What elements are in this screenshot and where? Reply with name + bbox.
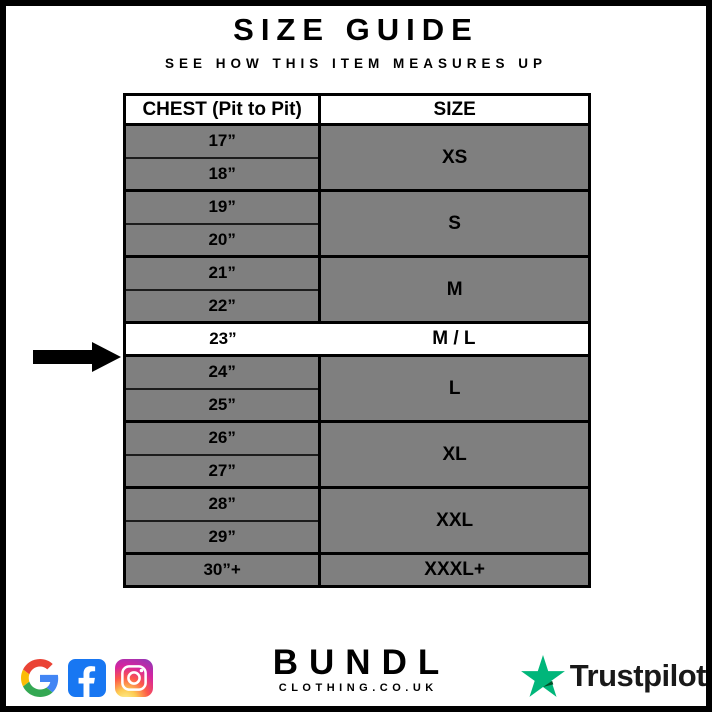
- table-row: [125, 125, 590, 158]
- chest-cell: 23”: [125, 323, 320, 356]
- table-row: [125, 356, 590, 389]
- chest-cell: 24”: [125, 356, 320, 389]
- chest-cell: 26”: [125, 422, 320, 455]
- chest-cell: 18”: [125, 158, 320, 191]
- table-row: [125, 257, 590, 290]
- arrow-right-icon: [33, 342, 121, 372]
- table-row: [125, 191, 590, 224]
- size-cell: XL: [320, 422, 590, 488]
- size-cell: XS: [320, 125, 590, 191]
- chest-cell: 22”: [125, 290, 320, 323]
- chest-cell: 21”: [125, 257, 320, 290]
- table-row: [125, 422, 590, 455]
- chest-cell: 27”: [125, 455, 320, 488]
- size-cell: XXL: [320, 488, 590, 554]
- chest-column-header: CHEST (Pit to Pit): [125, 95, 320, 125]
- size-table-container: [123, 93, 591, 588]
- table-row: [125, 488, 590, 521]
- size-table: [123, 93, 591, 588]
- size-table-body: [125, 125, 590, 587]
- chest-cell: 19”: [125, 191, 320, 224]
- page-title: SIZE GUIDE: [233, 12, 479, 47]
- size-cell: L: [320, 356, 590, 422]
- table-row: [125, 323, 590, 356]
- size-cell: M / L: [320, 323, 590, 356]
- chest-cell: 17”: [125, 125, 320, 158]
- table-row: [125, 554, 590, 587]
- chest-cell: 25”: [125, 389, 320, 422]
- chest-cell: 20”: [125, 224, 320, 257]
- trustpilot-logo[interactable]: [521, 655, 706, 697]
- size-column-header: SIZE: [320, 95, 590, 125]
- trustpilot-star-icon: [521, 655, 565, 697]
- size-cell: M: [320, 257, 590, 323]
- size-cell: S: [320, 191, 590, 257]
- size-cell: XXXL+: [320, 554, 590, 587]
- brand-domain: CLOTHING.CO.UK: [278, 682, 438, 694]
- chest-cell: 30”+: [125, 554, 320, 587]
- table-header-row: [125, 95, 590, 125]
- chest-cell: 29”: [125, 521, 320, 554]
- brand-name: BUNDL: [272, 643, 451, 682]
- page-subtitle: SEE HOW THIS ITEM MEASURES UP: [164, 56, 548, 71]
- chest-cell: 28”: [125, 488, 320, 521]
- trustpilot-label: Trustpilot: [569, 658, 706, 693]
